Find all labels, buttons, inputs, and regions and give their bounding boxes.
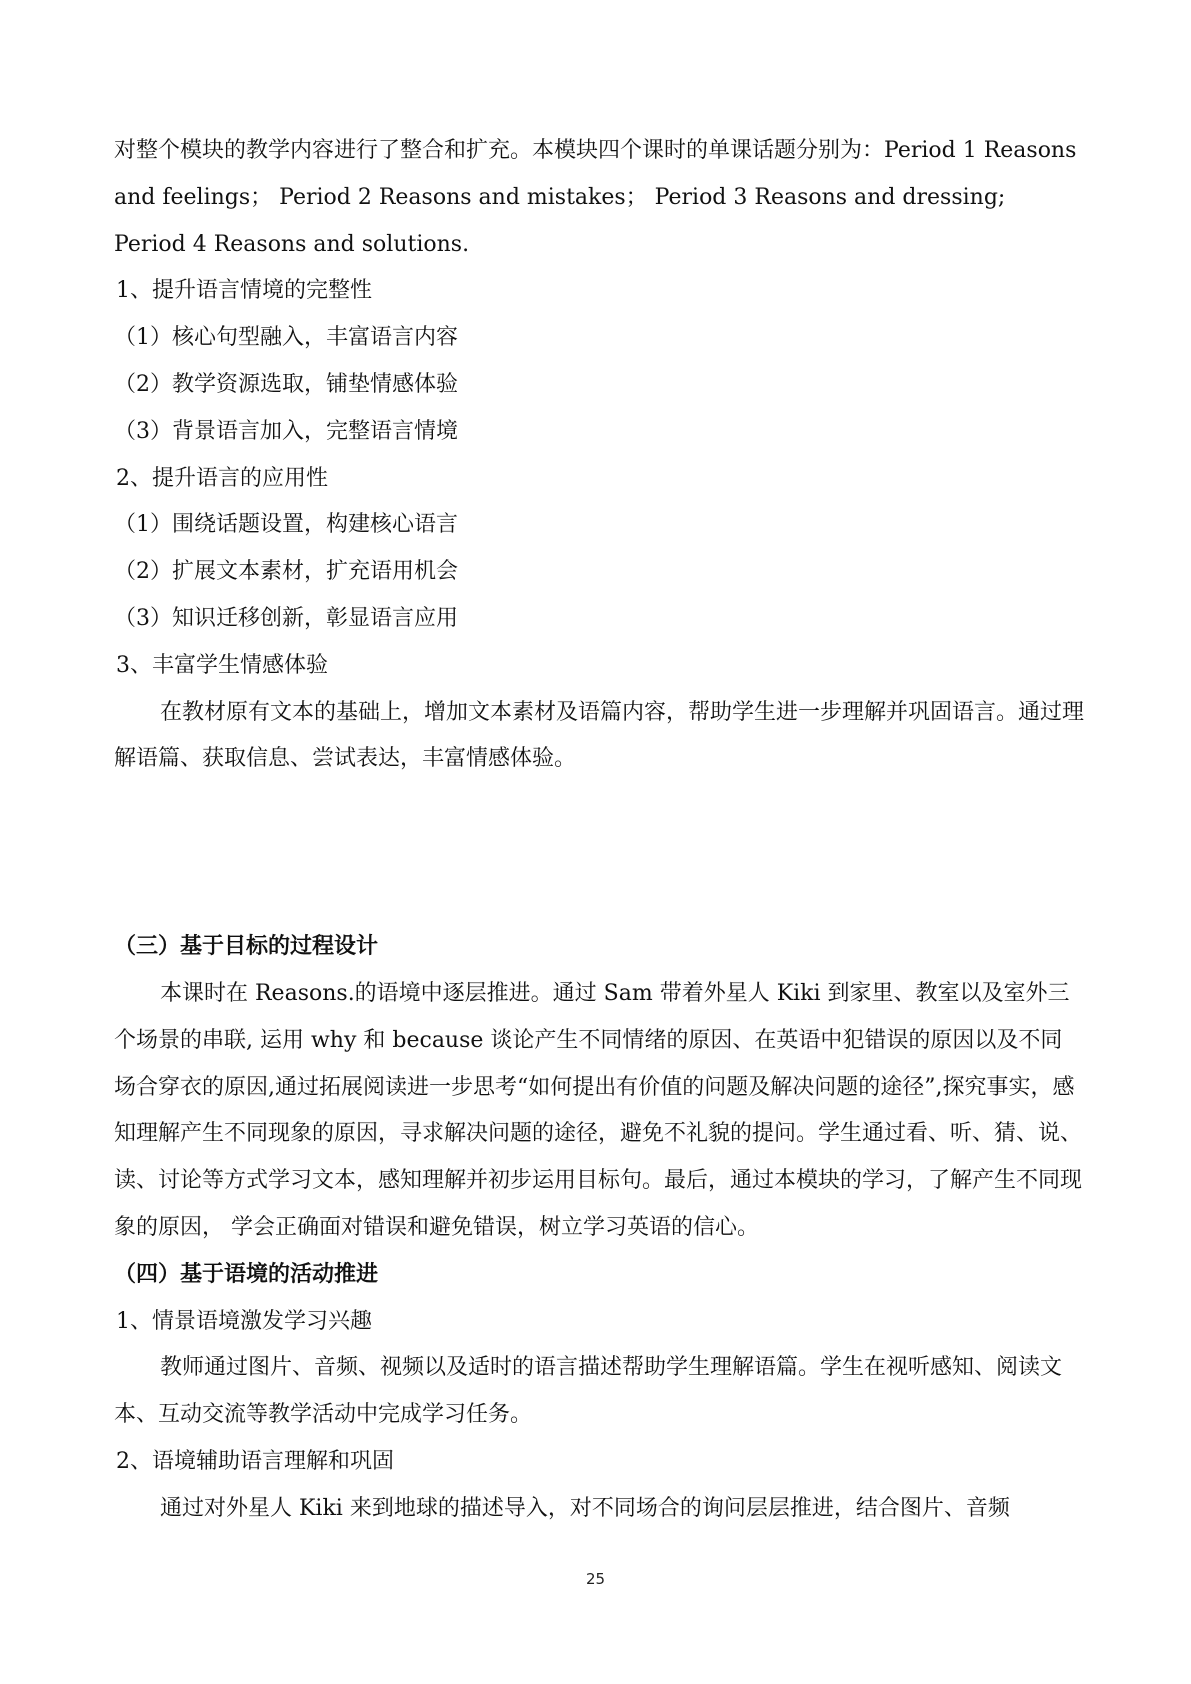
section-spacer bbox=[114, 783, 1084, 924]
section-3-paragraph: 在教材原有文本的基础上，增加文本素材及语篇内容，帮助学生进一步理解并巩固语言。通过理解语篇、获取信息、尝试表达，丰富情感体验。 bbox=[114, 699, 1085, 772]
process-design-paragraph: 本课时在 Reasons.的语境中逐层推进。通过 Sam 带着外星人 Kiki 到家里、教室以及室外三个场景的串联, 运用 why 和 because 谈论产生不同情绪的原因、在英语中犯错误的原因以及不同场合穿衣的原因,通过拓展阅读进一步思考“如何提出有价值的问题及解决问题的途径”,探究事实，感知理解产生不同现象的原因，寻求解决问题的途径，避免不礼貌的提问。学生通过看、听、猜、说、读、讨论等方式学习文本，感知理解并初步运用目标句。最后，通过本模块的学习，了解产生不同现象的原因， 学会正确面对错误和避免错误，树立学习英语的信心。 bbox=[114, 980, 1083, 1240]
page-body bbox=[114, 128, 1084, 1533]
section-2-item-2: （2）扩展文本素材，扩充语用机会 bbox=[114, 559, 458, 585]
section-1-item-3: （3）背景语言加入，完整语言情境 bbox=[114, 418, 458, 444]
heading-process-design: （三）基于目标的过程设计 bbox=[114, 934, 379, 960]
section-2-title: 2、提升语言的应用性 bbox=[116, 465, 328, 491]
activity-sub-2-title: 2、语境辅助语言理解和巩固 bbox=[116, 1448, 394, 1474]
section-1-title: 1、提升语言情境的完整性 bbox=[116, 278, 372, 304]
heading-activity-progress: （四）基于语境的活动推进 bbox=[114, 1261, 379, 1287]
activity-sub-1-paragraph: 教师通过图片、音频、视频以及适时的语言描述帮助学生理解语篇。学生在视听感知、阅读文本、互动交流等教学活动中完成学习任务。 bbox=[114, 1355, 1063, 1428]
activity-sub-1-title: 1、情景语境激发学习兴趣 bbox=[116, 1308, 372, 1334]
section-1-item-1: （1）核心句型融入，丰富语言内容 bbox=[114, 325, 458, 351]
activity-sub-2-paragraph: 通过对外星人 Kiki 来到地球的描述导入，对不同场合的询问层层推进，结合图片、音频 bbox=[160, 1495, 1010, 1521]
section-3-title: 3、丰富学生情感体验 bbox=[116, 652, 328, 678]
section-2-item-1: （1）围绕话题设置，构建核心语言 bbox=[114, 512, 458, 538]
section-2-item-3: （3）知识迁移创新，彰显语言应用 bbox=[114, 605, 458, 631]
intro-paragraph: 对整个模块的教学内容进行了整合和扩充。本模块四个课时的单课话题分别为：Period 1 Reasons and feelings； Period 2 Reasons and mistakes； Period 3 Reasons and dressing; Period 4 Reasons and solutions. bbox=[114, 138, 1077, 257]
section-1-item-2: （2）教学资源选取，铺垫情感体验 bbox=[114, 371, 458, 397]
page-number: 25 bbox=[585, 1570, 606, 1588]
